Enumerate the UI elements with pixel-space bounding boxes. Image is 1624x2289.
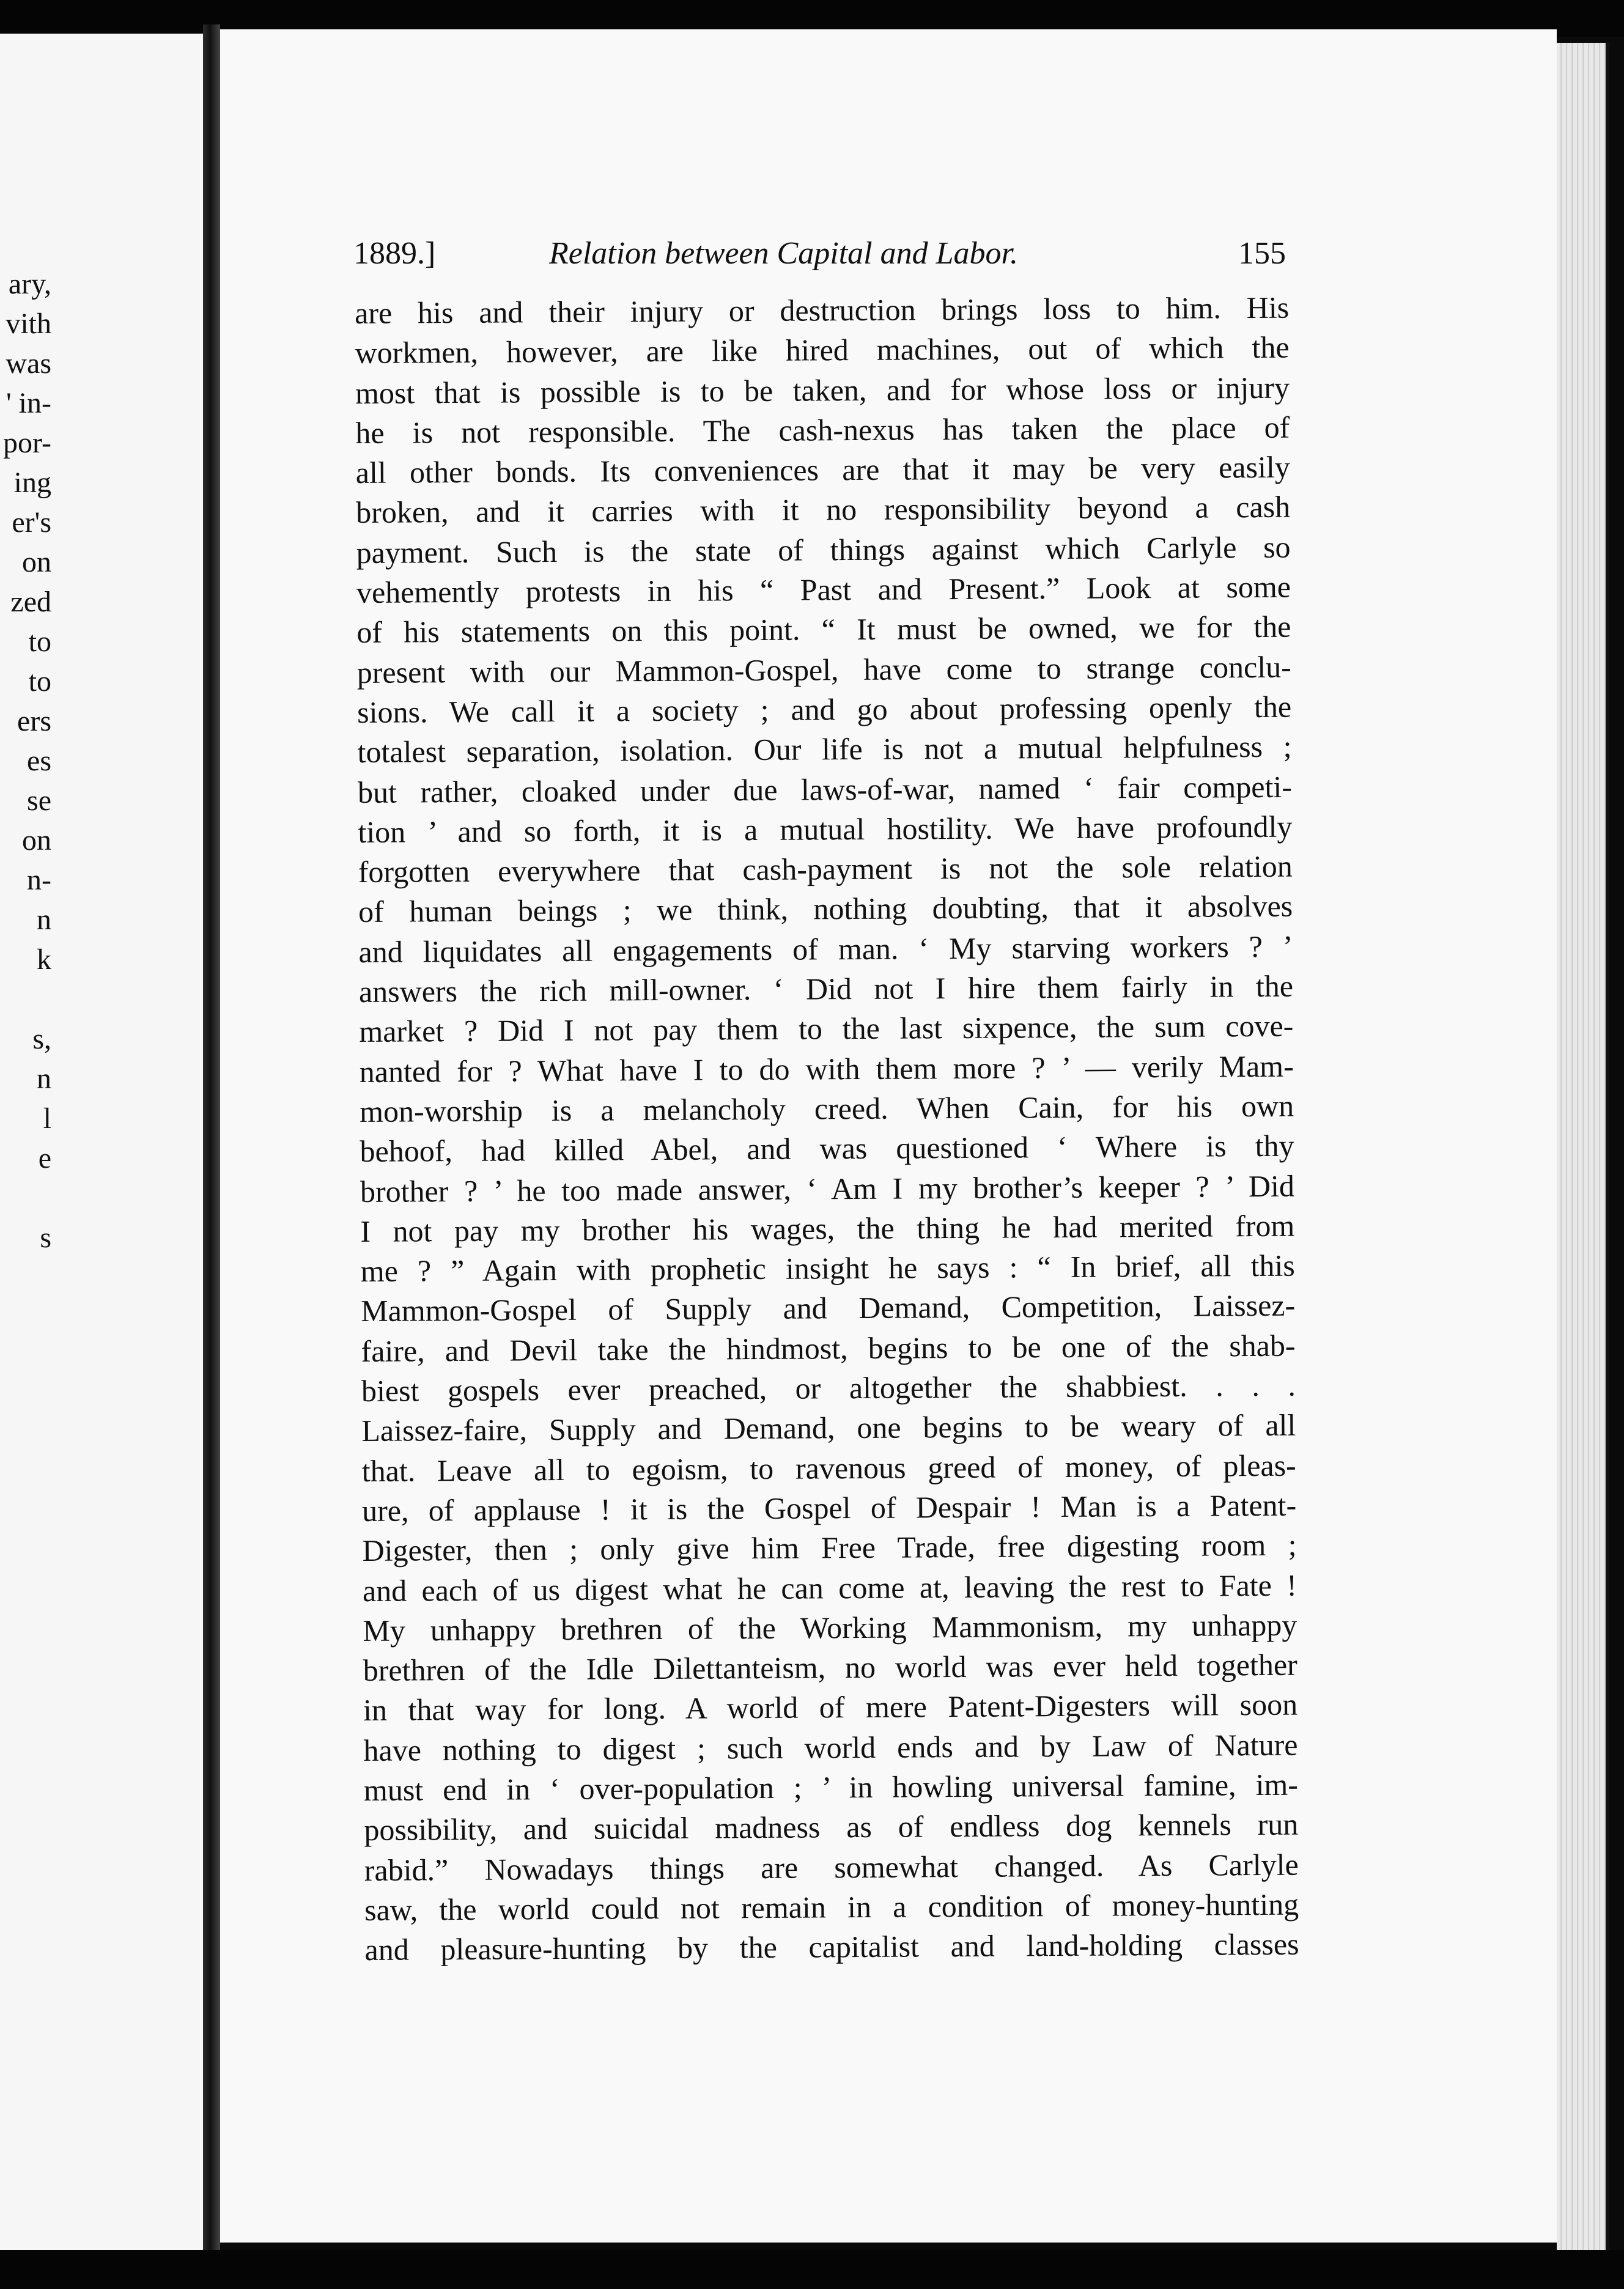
- text-line: mon-worship is a melancholy creed. When Cain, for his own: [360, 1088, 1294, 1129]
- left-page-fragment: es: [27, 745, 51, 777]
- book-bottom-edge: [0, 2250, 1624, 2289]
- left-page-fragment: [0, 979, 51, 1019]
- text-line: in that way for long. A world of mere Patent-Digesters will soon: [363, 1687, 1298, 1728]
- text-line: that. Leave all to egoism, to ravenous greed of money, of pleas-: [361, 1448, 1296, 1488]
- left-page-fragment: e: [38, 1142, 51, 1174]
- left-page-fragment: se: [27, 784, 51, 817]
- text-line: must end in ‘ over-population ; ’ in howling universal famine, im-: [363, 1767, 1299, 1807]
- left-page-fragment: por-: [2, 427, 51, 459]
- left-page-fragment: ers: [17, 705, 51, 737]
- left-page-text-fragments: [0, 264, 51, 1258]
- text-line: rabid.” Nowadays things are somewhat changed. As Carlyle: [364, 1847, 1299, 1887]
- text-line: ure, of applause ! it is the Gospel of Despair ! Man is a Patent-: [361, 1487, 1297, 1528]
- text-line: have nothing to digest ; such world ends and by Law of Nature: [363, 1727, 1298, 1767]
- left-page-fragment: ' in-: [6, 387, 51, 419]
- running-head-title: Relation between Capital and Labor.: [549, 236, 1018, 271]
- text-line: present with our Mammon-Gospel, have come to strange conclu-: [356, 649, 1291, 690]
- text-line: Mammon-Gospel of Supply and Demand, Competition, Laissez-: [360, 1288, 1296, 1329]
- text-line: he is not responsible. The cash-nexus has taken the place of: [355, 410, 1290, 450]
- left-page-fragment: [0, 1178, 51, 1218]
- text-line: me ? ” Again with prophetic insight he says : “ In brief, all this: [360, 1248, 1295, 1289]
- text-line: answers the rich mill-owner. ‘ Did not I hire them fairly in the: [358, 968, 1294, 1009]
- text-line: forgotten everywhere that cash-payment is not the sole relation: [358, 849, 1293, 890]
- page-edges: [1557, 43, 1609, 2256]
- page-number: 155: [1238, 236, 1286, 271]
- text-line: and liquidates all engagements of man. ‘ My starving workers ? ’: [358, 929, 1293, 969]
- text-line: broken, and it carries with it no responsibility beyond a cash: [356, 490, 1291, 530]
- text-line: My unhappy brethren of the Working Mammonism, my unhappy: [363, 1607, 1297, 1648]
- text-line: sions. We call it a society ; and go about professing openly the: [357, 689, 1292, 729]
- text-line: are his and their injury or destruction brings loss to him. His: [355, 290, 1290, 330]
- text-line: most that is possible is to be taken, and for whose loss or injury: [355, 370, 1290, 410]
- text-line: of his statements on this point. “ It must be owned, we for the: [356, 610, 1291, 650]
- left-page-fragment: n: [37, 904, 51, 936]
- text-line: faire, and Devil take the hindmost, begins to be one of the shab-: [361, 1328, 1296, 1368]
- text-line: Digester, then ; only give him Free Trade, free digesting room ;: [362, 1527, 1297, 1568]
- text-line: I not pay my brother his wages, the thing he had merited from: [360, 1208, 1295, 1248]
- text-line: brethren of the Idle Dilettanteism, no world was ever held together: [363, 1647, 1297, 1688]
- text-line: saw, the world could not remain in a condition of money-hunting: [364, 1887, 1299, 1927]
- left-page-fragment: k: [37, 943, 51, 976]
- text-line: and each of us digest what he can come at, leaving the rest to Fate !: [362, 1568, 1297, 1608]
- left-page-fragment: l: [43, 1102, 51, 1135]
- left-page-fragment: ing: [13, 466, 51, 499]
- text-line: totalest separation, isolation. Our life is not a mutual helpfulness ;: [357, 729, 1292, 770]
- running-head-year: 1889.]: [353, 236, 436, 271]
- left-page-fragment: s,: [32, 1023, 51, 1055]
- text-line: possibility, and suicidal madness as of endless dog kennels run: [364, 1807, 1299, 1848]
- text-line: nanted for ? What have I to do with them more ? ’ — verily Mam-: [359, 1049, 1294, 1089]
- book-gutter: [203, 24, 220, 2274]
- text-line: but rather, cloaked under due laws-of-war, named ‘ fair competi-: [357, 769, 1293, 809]
- text-line: brother ? ’ he too made answer, ‘ Am I my brother’s keeper ? ’ Did: [360, 1168, 1295, 1209]
- left-page-fragment: er's: [12, 506, 51, 539]
- text-line: workmen, however, are like hired machines, out of which the: [355, 330, 1290, 370]
- text-line: of human beings ; we think, nothing doubting, that it absolves: [358, 889, 1293, 929]
- left-page-fragment: zed: [10, 586, 51, 618]
- text-line: behoof, had killed Abel, and was questioned ‘ Where is thy: [360, 1128, 1294, 1169]
- running-head: [353, 235, 1286, 278]
- text-line: and pleasure-hunting by the capitalist and land-holding classes: [364, 1926, 1299, 1967]
- left-page-fragment: on: [22, 546, 51, 578]
- left-page-fragment: ary,: [8, 268, 51, 300]
- left-page-fragment: was: [6, 347, 51, 380]
- left-page-fragment: n-: [27, 864, 51, 896]
- text-line: vehemently protests in his “ Past and Present.” Look at some: [356, 569, 1291, 610]
- left-page-fragment: to: [28, 625, 51, 658]
- left-page-fragment: to: [28, 665, 51, 698]
- text-line: biest gospels ever preached, or altogether the shabbiest. . . .: [361, 1368, 1296, 1408]
- text-line: payment. Such is the state of things against which Carlyle so: [356, 529, 1291, 570]
- text-line: tion ’ and so forth, it is a mutual hostility. We have profoundly: [358, 809, 1293, 849]
- left-page-fragment: n: [37, 1063, 51, 1095]
- left-page: [0, 34, 203, 2259]
- left-page-fragment: on: [22, 824, 51, 857]
- left-page-fragment: s: [40, 1222, 51, 1254]
- text-line: all other bonds. Its conveniences are that it may be very easily: [355, 449, 1290, 490]
- left-page-fragment: vith: [6, 308, 51, 340]
- text-line: market ? Did I not pay them to the last sixpence, the sum cove-: [359, 1008, 1294, 1049]
- body-text: [355, 288, 1299, 1970]
- text-line: Laissez-faire, Supply and Demand, one begins to be weary of all: [361, 1407, 1296, 1448]
